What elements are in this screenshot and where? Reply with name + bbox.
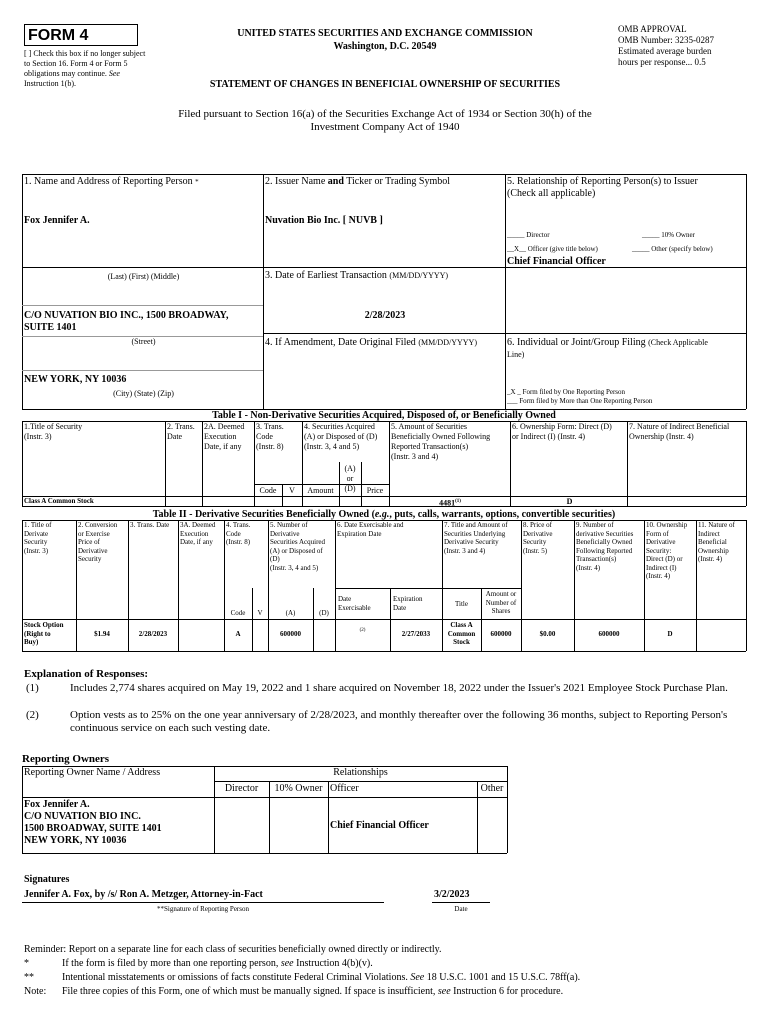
t2-sub-title: Title bbox=[455, 600, 468, 608]
t2-row-form: D bbox=[667, 630, 673, 638]
t2-h10: 10. Ownership Form of Derivative Security: Direct (D) or Indirect (I) (Instr. 4) bbox=[646, 521, 688, 580]
t2-row-a: 600000 bbox=[280, 630, 301, 638]
more-persons-checkbox[interactable]: ___ Form filed by More than One Reporting Person bbox=[507, 397, 653, 405]
issuer-name: Nuvation Bio Inc. [ NUVB ] bbox=[265, 215, 383, 226]
t2-h3a: 3A. Deemed Execution Date, if any bbox=[180, 521, 216, 546]
t1-h6: 6. Ownership Form: Direct (D) or Indirect (I) (Instr. 4) bbox=[512, 422, 612, 441]
t2-row-deriv-price: $0.00 bbox=[539, 630, 556, 638]
reporting-person-street: C/O NUVATION BIO INC., 1500 BROADWAY, SUITE 1401 bbox=[24, 310, 229, 333]
explanation-1-num: (1) bbox=[26, 682, 39, 694]
t1-h2a: 2A. Deemed Execution Date, if any bbox=[204, 422, 245, 451]
form-title-box bbox=[24, 24, 138, 46]
t2-row-und-amount: 600000 bbox=[490, 630, 512, 638]
box1-label: 1. Name and Address of Reporting Person * bbox=[24, 176, 199, 187]
t2-h6: 6. Date Exercisable and Expiration Date bbox=[337, 521, 404, 538]
t1-h2: 2. Trans. Date bbox=[167, 422, 195, 441]
filed-pursuant: Filed pursuant to Section 16(a) of the Securities Exchange Act of 1934 or Section 30(h) of the Investment Company Act of 1940 bbox=[178, 108, 592, 133]
explanation-1-text: Includes 2,774 shares acquired on May 19, 2022 and 1 share acquired on November 18, 2022 under the Issuer's 2021 Employee Stock Purchase Plan. bbox=[70, 682, 728, 694]
t2-row-exercisable-note: (2) bbox=[359, 628, 366, 633]
t1-sub-code: Code bbox=[259, 486, 277, 495]
t2-h9: 9. Number of derivative Securities Beneficially Owned Following Reported Transaction(s) (Instr. 4) bbox=[576, 521, 634, 572]
statement-title: STATEMENT OF CHANGES IN BENEFICIAL OWNERSHIP OF SECURITIES bbox=[209, 79, 561, 90]
signature-date: 3/2/2023 bbox=[434, 889, 470, 900]
footnote-star-mark: * bbox=[24, 958, 29, 969]
t1-h1: 1.Title of Security (Instr. 3) bbox=[24, 422, 83, 441]
t2-row-price: $1.94 bbox=[94, 630, 110, 638]
name-caption: (Last) (First) (Middle) bbox=[107, 272, 180, 281]
t2-row-und-title: Class A Common Stock bbox=[447, 621, 476, 646]
signatures-heading: Signatures bbox=[24, 874, 70, 885]
agency-location: Washington, D.C. 20549 bbox=[333, 41, 437, 52]
t2-row-title: Stock Option (Right to Buy) bbox=[24, 621, 64, 646]
ro-col-director: Director bbox=[224, 783, 259, 794]
t2-row-date: 2/28/2023 bbox=[138, 630, 168, 638]
ro-col-ten-owner: 10% Owner bbox=[274, 783, 323, 794]
ro-col-name: Reporting Owner Name / Address bbox=[24, 767, 161, 778]
t1-h7: 7. Nature of Indirect Beneficial Ownership (Instr. 4) bbox=[629, 422, 730, 441]
box3-label: 3. Date of Earliest Transaction (MM/DD/YYYY) bbox=[265, 270, 449, 281]
signer: Jennifer A. Fox, by /s/ Ron A. Metzger, Attorney-in-Fact bbox=[24, 889, 263, 900]
signature-caption: **Signature of Reporting Person bbox=[157, 905, 249, 913]
reminder: Reminder: Report on a separate line for each class of securities beneficially owned directly or indirectly. bbox=[24, 944, 442, 955]
t2-row-expiration: 2/27/2033 bbox=[401, 630, 431, 638]
footnote-note: File three copies of this Form, one of which must be manually signed. If space is insufficient, see Instruction 6 for procedure. bbox=[62, 986, 564, 997]
omb-approval: OMB APPROVAL OMB Number: 3235-0287 Estimated average burden hours per response... 0.5 bbox=[618, 24, 714, 67]
box6-label: 6. Individual or Joint/Group Filing (Check Applicable Line) bbox=[507, 337, 708, 359]
t2-h2: 2. Conversion or Exercise Price of Derivative Security bbox=[78, 521, 118, 563]
t2-h8: 8. Price of Derivative Security (Instr. 5) bbox=[523, 521, 553, 555]
date-caption: Date bbox=[454, 905, 468, 913]
t2-h11: 11. Nature of Indirect Beneficial Ownership (Instr. 4) bbox=[698, 521, 735, 563]
t2-sub-d: (D) bbox=[319, 609, 329, 617]
t1-sub-amount: Amount bbox=[307, 486, 334, 495]
officer-checkbox[interactable]: __X__ Officer (give title below) bbox=[507, 245, 598, 253]
t2-h1: 1. Title of Derivate Security (Instr. 3) bbox=[24, 521, 52, 555]
check-box-notice: [ ] Check this box if no longer subject to Section 16. Form 4 or Form 5 obligations may continue. See Instruction 1(b). bbox=[24, 49, 146, 88]
t2-sub-code: Code bbox=[230, 609, 246, 617]
director-checkbox[interactable]: _____ Director bbox=[507, 231, 550, 239]
box4-label: 4. If Amendment, Date Original Filed (MM/DD/YYYY) bbox=[265, 337, 477, 348]
t1-sub-ad: (A) or (D) bbox=[344, 464, 356, 493]
reporting-owners-heading: Reporting Owners bbox=[22, 753, 110, 765]
t1-row-title: Class A Common Stock bbox=[24, 497, 94, 505]
t2-h4: 4. Trans. Code (Instr. 8) bbox=[226, 521, 251, 546]
t2-sub-v: V bbox=[257, 609, 263, 617]
ro-col-relationships: Relationships bbox=[333, 767, 388, 778]
ro-officer-value: Chief Financial Officer bbox=[330, 820, 429, 831]
reporting-person-name: Fox Jennifer A. bbox=[24, 215, 90, 226]
ten-percent-checkbox[interactable]: _____ 10% Owner bbox=[642, 231, 695, 239]
explanation-2-num: (2) bbox=[26, 709, 39, 721]
ro-col-other: Other bbox=[480, 783, 504, 794]
t1-h4: 4. Securities Acquired (A) or Disposed of (D) (Instr. 3, 4 and 5) bbox=[304, 422, 378, 451]
footnote-note-mark: Note: bbox=[24, 986, 47, 997]
table2-title: Table II - Derivative Securities Beneficially Owned (e.g., puts, calls, warrants, options, convertible securities) bbox=[152, 509, 616, 520]
t2-sub-exercisable: Date Exercisable bbox=[338, 595, 371, 612]
box2-label: 2. Issuer Name and Ticker or Trading Symbol bbox=[265, 176, 451, 187]
officer-title: Chief Financial Officer bbox=[507, 256, 606, 267]
t2-row-owned: 600000 bbox=[598, 630, 620, 638]
one-person-checkbox[interactable]: _X _ Form filed by One Reporting Person bbox=[507, 388, 626, 396]
footnote-star: If the form is filed by more than one reporting person, see Instruction 4(b)(v). bbox=[62, 958, 373, 969]
reporting-person-city: NEW YORK, NY 10036 bbox=[24, 374, 127, 385]
ro-col-officer: Officer bbox=[330, 783, 359, 794]
t2-sub-amount: Amount or Number of Shares bbox=[485, 590, 517, 615]
t2-row-code: A bbox=[235, 630, 241, 638]
form-title: FORM 4 bbox=[28, 27, 89, 44]
t1-h3: 3. Trans. Code (Instr. 8) bbox=[256, 422, 284, 451]
footnote-dstar-mark: ** bbox=[24, 972, 34, 983]
t2-h5: 5. Number of Derivative Securities Acquired (A) or Disposed of (D) (Instr. 3, 4 and 5) bbox=[270, 521, 326, 572]
t1-sub-v: V bbox=[289, 486, 295, 495]
city-caption: (City) (State) (Zip) bbox=[113, 389, 174, 398]
t2-h7: 7. Title and Amount of Securities Underlying Derivative Security (Instr. 3 and 4) bbox=[444, 521, 508, 555]
t2-sub-a: (A) bbox=[285, 609, 296, 617]
t2-sub-expiration: Expiration Date bbox=[393, 595, 423, 612]
other-checkbox[interactable]: _____ Other (specify below) bbox=[632, 245, 713, 253]
t1-sub-price: Price bbox=[366, 486, 384, 495]
explanation-2-text: Option vests as to 25% on the one year anniversary of 2/28/2023, and monthly thereafter over the following 36 months, subject to Reporting Person's continuous service on each such vesting date. bbox=[70, 709, 728, 734]
table1-title: Table I - Non-Derivative Securities Acquired, Disposed of, or Beneficially Owned bbox=[212, 410, 556, 421]
t2-h3: 3. Trans. Date bbox=[130, 521, 170, 529]
footnote-dstar: Intentional misstatements or omissions of facts constitute Federal Criminal Violations. See 18 U.S.C. 1001 and 15 U.S.C. 78ff(a). bbox=[62, 972, 581, 983]
t1-row-amount: 4481$^{(1)}$ bbox=[439, 498, 461, 508]
ro-owner-address: Fox Jennifer A. C/O NUVATION BIO INC. 1500 BROADWAY, SUITE 1401 NEW YORK, NY 10036 bbox=[24, 799, 162, 846]
earliest-transaction-date: 2/28/2023 bbox=[364, 310, 406, 321]
box5-label: 5. Relationship of Reporting Person(s) to Issuer (Check all applicable) bbox=[507, 176, 698, 199]
t1-row-form: D bbox=[566, 497, 573, 506]
explanation-heading: Explanation of Responses: bbox=[24, 668, 149, 680]
t1-h5: 5. Amount of Securities Beneficially Owned Following Reported Transaction(s) (Instr. 3 and 4) bbox=[391, 422, 491, 461]
street-caption: (Street) bbox=[131, 337, 156, 346]
agency-name: UNITED STATES SECURITIES AND EXCHANGE COMMISSION bbox=[237, 28, 533, 39]
